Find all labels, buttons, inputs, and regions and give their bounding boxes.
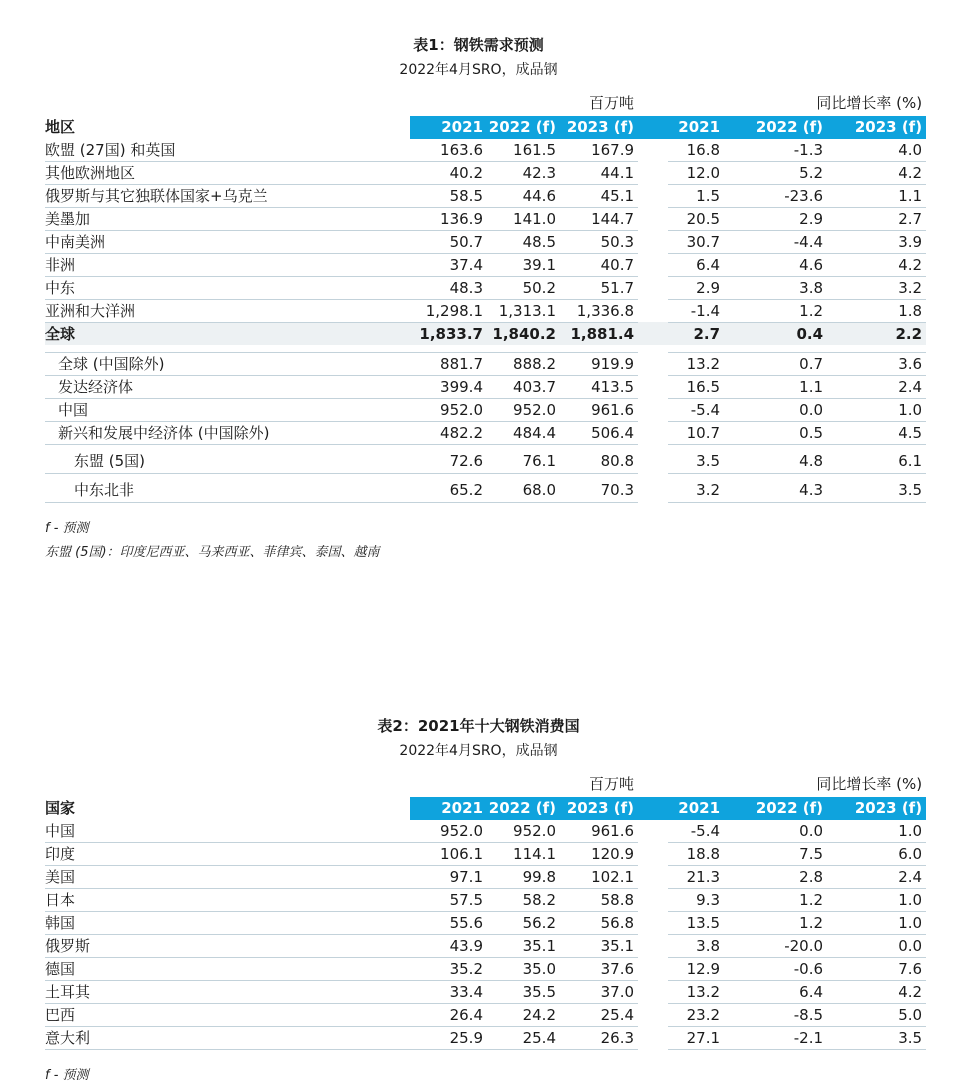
value-cell: 136.9 [410, 207, 487, 230]
value-cell: 58.8 [560, 888, 638, 911]
value-cell: 6.4 [724, 980, 827, 1003]
value-cell: 25.4 [560, 1003, 638, 1026]
column-header: 2021 [410, 797, 487, 820]
value-cell: 45.1 [560, 184, 638, 207]
table-row [45, 445, 926, 474]
value-cell: 50.2 [487, 276, 560, 299]
value-cell: 1,313.1 [487, 299, 560, 322]
value-cell: 57.5 [410, 888, 487, 911]
value-cell: 0.5 [724, 422, 827, 445]
row-label: 欧盟 (27国) 和英国 [45, 139, 410, 162]
value-cell: 18.8 [668, 842, 724, 865]
row-label: 美墨加 [45, 207, 410, 230]
unit-group-label: 百万吨 [589, 774, 635, 793]
value-cell: 12.0 [668, 161, 724, 184]
value-cell: 6.0 [827, 842, 926, 865]
value-cell: 25.4 [487, 1026, 560, 1049]
value-cell: 27.1 [668, 1026, 724, 1049]
row-label: 中南美洲 [45, 230, 410, 253]
column-gap [638, 353, 668, 376]
table1-subtitle: 2022年4月SRO，成品钢 [399, 61, 558, 78]
value-cell: 39.1 [487, 253, 560, 276]
table-header-row [45, 797, 926, 820]
table2-subtitle: 2022年4月SRO，成品钢 [399, 742, 558, 759]
value-cell: 37.4 [410, 253, 487, 276]
value-cell: 3.8 [724, 276, 827, 299]
value-cell: -2.1 [724, 1026, 827, 1049]
value-cell: 952.0 [487, 820, 560, 843]
value-cell: 2.8 [724, 865, 827, 888]
value-cell: 72.6 [410, 445, 487, 474]
value-cell: -23.6 [724, 184, 827, 207]
value-cell: 58.2 [487, 888, 560, 911]
value-cell: 13.2 [668, 353, 724, 376]
table-row [45, 820, 926, 843]
table-row [45, 230, 926, 253]
value-cell: -4.4 [724, 230, 827, 253]
row-label: 发达经济体 [45, 376, 410, 399]
value-cell: 80.8 [560, 445, 638, 474]
column-header: 2023 (f) [827, 116, 926, 139]
value-cell: 1.8 [827, 299, 926, 322]
column-gap [638, 376, 668, 399]
column-gap [638, 980, 668, 1003]
row-header-label: 国家 [45, 797, 410, 820]
top-steel-consumers-table [45, 776, 926, 1050]
value-cell: 1.0 [827, 888, 926, 911]
table2-title: 表2：2021年十大钢铁消费国 [377, 717, 580, 736]
column-gap [638, 842, 668, 865]
value-cell: 33.4 [410, 980, 487, 1003]
row-label: 俄罗斯 [45, 934, 410, 957]
column-header: 2022 (f) [724, 797, 827, 820]
value-cell: 35.1 [487, 934, 560, 957]
table1-footnotes [45, 517, 957, 565]
value-cell: 4.2 [827, 253, 926, 276]
row-label: 德国 [45, 957, 410, 980]
value-cell: 13.5 [668, 911, 724, 934]
table2-footnotes [45, 1064, 957, 1088]
value-cell: 2.7 [668, 322, 724, 345]
value-cell: 2.4 [827, 376, 926, 399]
value-cell: 97.1 [410, 865, 487, 888]
value-cell: 25.9 [410, 1026, 487, 1049]
value-cell: 881.7 [410, 353, 487, 376]
value-cell: 144.7 [560, 207, 638, 230]
value-cell: 3.6 [827, 353, 926, 376]
row-label: 东盟 (5国) [45, 445, 410, 474]
value-cell: 40.2 [410, 161, 487, 184]
value-cell: 3.2 [668, 474, 724, 503]
value-cell: 0.0 [827, 934, 926, 957]
value-cell: 1.2 [724, 911, 827, 934]
value-cell: 37.0 [560, 980, 638, 1003]
value-cell: 44.1 [560, 161, 638, 184]
value-cell: 1.1 [724, 376, 827, 399]
value-cell: 26.3 [560, 1026, 638, 1049]
value-cell: 1.0 [827, 911, 926, 934]
table-row [45, 934, 926, 957]
value-cell: 952.0 [410, 399, 487, 422]
value-cell: 484.4 [487, 422, 560, 445]
value-cell: 961.6 [560, 820, 638, 843]
table-row [45, 474, 926, 503]
row-label: 土耳其 [45, 980, 410, 1003]
table-row [45, 253, 926, 276]
column-header: 2023 (f) [560, 797, 638, 820]
column-header: 2023 (f) [560, 116, 638, 139]
value-cell: 23.2 [668, 1003, 724, 1026]
value-cell: 3.5 [668, 445, 724, 474]
value-cell: 35.0 [487, 957, 560, 980]
row-label: 非洲 [45, 253, 410, 276]
value-cell: 4.0 [827, 139, 926, 162]
column-gap [638, 322, 668, 345]
value-cell: 6.4 [668, 253, 724, 276]
row-label: 中东北非 [45, 474, 410, 503]
column-gap [638, 299, 668, 322]
column-header: 2022 (f) [724, 116, 827, 139]
table-row [45, 184, 926, 207]
value-cell: 1,336.8 [560, 299, 638, 322]
value-cell: 21.3 [668, 865, 724, 888]
value-cell: 4.8 [724, 445, 827, 474]
table-row [45, 911, 926, 934]
row-label: 中东 [45, 276, 410, 299]
table-row [45, 865, 926, 888]
row-label: 俄罗斯与其它独联体国家+乌克兰 [45, 184, 410, 207]
value-cell: 50.3 [560, 230, 638, 253]
table-row [45, 888, 926, 911]
row-label: 美国 [45, 865, 410, 888]
table-row [45, 353, 926, 376]
column-gap [638, 934, 668, 957]
value-cell: 16.8 [668, 139, 724, 162]
value-cell: -0.6 [724, 957, 827, 980]
column-header: 2021 [668, 797, 724, 820]
value-cell: -5.4 [668, 820, 724, 843]
value-cell: 1.1 [827, 184, 926, 207]
value-cell: 482.2 [410, 422, 487, 445]
value-cell: 3.8 [668, 934, 724, 957]
table-row [45, 376, 926, 399]
column-gap [638, 865, 668, 888]
table-row [45, 1003, 926, 1026]
table-row [45, 842, 926, 865]
table-row [45, 207, 926, 230]
value-cell: 952.0 [410, 820, 487, 843]
column-gap [638, 399, 668, 422]
value-cell: 7.5 [724, 842, 827, 865]
table-row [45, 399, 926, 422]
column-gap [638, 345, 668, 353]
value-cell: 35.2 [410, 957, 487, 980]
value-cell: 13.2 [668, 980, 724, 1003]
row-header-label: 地区 [45, 116, 410, 139]
column-gap [638, 276, 668, 299]
value-cell: 9.3 [668, 888, 724, 911]
value-cell: 4.2 [827, 161, 926, 184]
value-cell: 0.0 [724, 820, 827, 843]
value-cell: 5.0 [827, 1003, 926, 1026]
column-group-row [45, 776, 926, 797]
steel-demand-forecast-table [45, 95, 926, 504]
value-cell: 44.6 [487, 184, 560, 207]
value-cell: 35.5 [487, 980, 560, 1003]
column-header: 2021 [410, 116, 487, 139]
column-gap [638, 184, 668, 207]
row-label: 新兴和发展中经济体 (中国除外) [45, 422, 410, 445]
value-cell: 506.4 [560, 422, 638, 445]
column-header: 2021 [668, 116, 724, 139]
column-gap [638, 253, 668, 276]
row-label: 印度 [45, 842, 410, 865]
table-row [45, 276, 926, 299]
row-label: 巴西 [45, 1003, 410, 1026]
value-cell: 0.0 [724, 399, 827, 422]
column-gap [638, 422, 668, 445]
value-cell: 26.4 [410, 1003, 487, 1026]
value-cell: 3.5 [827, 474, 926, 503]
value-cell: 58.5 [410, 184, 487, 207]
value-cell: 4.3 [724, 474, 827, 503]
value-cell: 4.2 [827, 980, 926, 1003]
value-cell: 0.7 [724, 353, 827, 376]
value-cell: 1.5 [668, 184, 724, 207]
column-header: 2022 (f) [487, 116, 560, 139]
row-label: 全球 (中国除外) [45, 353, 410, 376]
row-label: 中国 [45, 820, 410, 843]
column-gap [638, 1003, 668, 1026]
column-gap [638, 445, 668, 474]
empty-cell [45, 776, 410, 797]
value-cell: -5.4 [668, 399, 724, 422]
value-cell: 24.2 [487, 1003, 560, 1026]
value-cell: -20.0 [724, 934, 827, 957]
value-cell: 56.2 [487, 911, 560, 934]
table-row [45, 139, 926, 162]
spacer-cell [668, 345, 926, 353]
value-cell: 1,881.4 [560, 322, 638, 345]
spacer-cell [45, 345, 638, 353]
value-cell: 12.9 [668, 957, 724, 980]
value-cell: 20.5 [668, 207, 724, 230]
column-gap [638, 230, 668, 253]
row-label: 全球 [45, 322, 410, 345]
table-row [45, 1026, 926, 1049]
value-cell: 56.8 [560, 911, 638, 934]
value-cell: 120.9 [560, 842, 638, 865]
value-cell: 2.9 [724, 207, 827, 230]
column-gap [638, 139, 668, 162]
empty-cell [45, 95, 410, 116]
value-cell: 76.1 [487, 445, 560, 474]
value-cell: 40.7 [560, 253, 638, 276]
column-gap [638, 911, 668, 934]
value-cell: 3.5 [827, 1026, 926, 1049]
row-label: 其他欧洲地区 [45, 161, 410, 184]
value-cell: 48.3 [410, 276, 487, 299]
column-gap [638, 888, 668, 911]
value-cell: 413.5 [560, 376, 638, 399]
value-cell: 50.7 [410, 230, 487, 253]
value-cell: -1.3 [724, 139, 827, 162]
table-row [45, 299, 926, 322]
value-cell: 102.1 [560, 865, 638, 888]
value-cell: 4.6 [724, 253, 827, 276]
value-cell: 952.0 [487, 399, 560, 422]
value-cell: 68.0 [487, 474, 560, 503]
value-cell: 5.2 [724, 161, 827, 184]
value-cell: 16.5 [668, 376, 724, 399]
value-cell: 4.5 [827, 422, 926, 445]
value-cell: 888.2 [487, 353, 560, 376]
value-cell: 167.9 [560, 139, 638, 162]
value-cell: 399.4 [410, 376, 487, 399]
row-label: 中国 [45, 399, 410, 422]
column-header: 2022 (f) [487, 797, 560, 820]
column-gap [638, 207, 668, 230]
column-gap [638, 820, 668, 843]
column-header: 2023 (f) [827, 797, 926, 820]
value-cell: 3.2 [827, 276, 926, 299]
table-row [45, 322, 926, 345]
column-gap [638, 797, 668, 820]
value-cell: 1,298.1 [410, 299, 487, 322]
column-gap [638, 161, 668, 184]
value-cell: 10.7 [668, 422, 724, 445]
column-gap [638, 1026, 668, 1049]
value-cell: 1,840.2 [487, 322, 560, 345]
value-cell: 65.2 [410, 474, 487, 503]
table-row [45, 161, 926, 184]
value-cell: 961.6 [560, 399, 638, 422]
unit-group-label: 百万吨 [589, 93, 635, 112]
growth-group-label: 同比增长率 (%) [816, 93, 923, 112]
footnote-asean: 东盟 (5国)：印度尼西亚、马来西亚、菲律宾、泰国、越南 [45, 545, 380, 561]
value-cell: 114.1 [487, 842, 560, 865]
value-cell: 1,833.7 [410, 322, 487, 345]
column-group-row [45, 95, 926, 116]
row-label: 韩国 [45, 911, 410, 934]
value-cell: 1.2 [724, 299, 827, 322]
value-cell: -1.4 [668, 299, 724, 322]
value-cell: 43.9 [410, 934, 487, 957]
value-cell: 106.1 [410, 842, 487, 865]
section-spacer-row [45, 345, 926, 353]
value-cell: 141.0 [487, 207, 560, 230]
table-header-row [45, 116, 926, 139]
value-cell: 919.9 [560, 353, 638, 376]
value-cell: 1.2 [724, 888, 827, 911]
value-cell: 0.4 [724, 322, 827, 345]
value-cell: 42.3 [487, 161, 560, 184]
value-cell: 30.7 [668, 230, 724, 253]
value-cell: 99.8 [487, 865, 560, 888]
value-cell: 6.1 [827, 445, 926, 474]
table-row [45, 980, 926, 1003]
value-cell: 37.6 [560, 957, 638, 980]
column-gap [638, 116, 668, 139]
value-cell: 7.6 [827, 957, 926, 980]
value-cell: 163.6 [410, 139, 487, 162]
table-row [45, 422, 926, 445]
value-cell: 70.3 [560, 474, 638, 503]
value-cell: 2.4 [827, 865, 926, 888]
value-cell: 51.7 [560, 276, 638, 299]
value-cell: 1.0 [827, 399, 926, 422]
growth-group-label: 同比增长率 (%) [816, 774, 923, 793]
table1-section [0, 36, 957, 565]
row-label: 日本 [45, 888, 410, 911]
value-cell: 1.0 [827, 820, 926, 843]
table2-section [0, 717, 957, 1088]
table-row [45, 957, 926, 980]
column-gap [638, 474, 668, 503]
footnote-forecast: f - 预测 [45, 1067, 89, 1083]
row-label: 亚洲和大洋洲 [45, 299, 410, 322]
column-gap [638, 957, 668, 980]
table1-title: 表1：钢铁需求预测 [413, 36, 544, 54]
value-cell: 35.1 [560, 934, 638, 957]
row-label: 意大利 [45, 1026, 410, 1049]
value-cell: 2.7 [827, 207, 926, 230]
value-cell: 2.9 [668, 276, 724, 299]
value-cell: 2.2 [827, 322, 926, 345]
value-cell: 48.5 [487, 230, 560, 253]
value-cell: 55.6 [410, 911, 487, 934]
value-cell: 403.7 [487, 376, 560, 399]
value-cell: -8.5 [724, 1003, 827, 1026]
value-cell: 3.9 [827, 230, 926, 253]
footnote-forecast: f - 预测 [45, 521, 89, 537]
value-cell: 161.5 [487, 139, 560, 162]
